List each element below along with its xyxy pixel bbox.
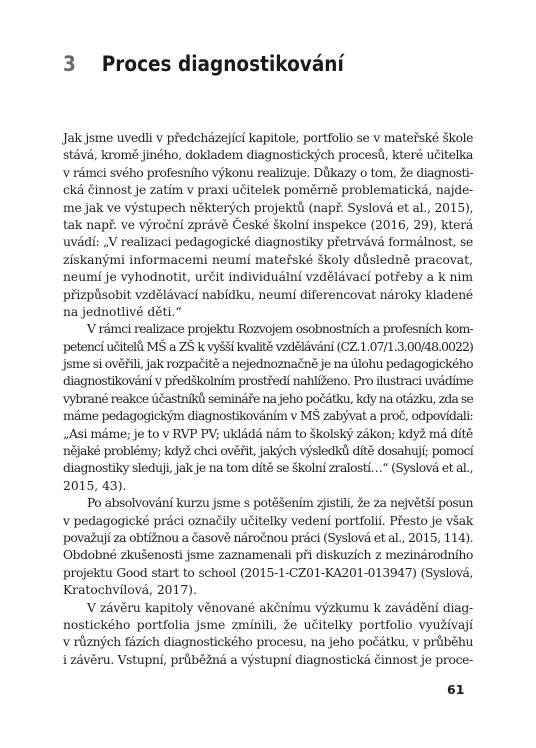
text-line: neumí je vyhodnotit, určit individuální vzdělávací potřeby a k nim (63, 270, 473, 285)
text-line: přizpůsobit vzdělávací nabídku, neumí diferencovat nároky kladené (63, 287, 473, 302)
text-line: v rámci svého profesního výkonu realizuje. Důkazy o tom, že diagnosti- (63, 165, 473, 180)
text-line: me jak ve výstupech některých projektů (např. Syslová et al., 2015), (63, 200, 474, 215)
text-line: na jednotlivé děti.“ (63, 304, 182, 319)
body-text (63, 130, 473, 669)
paragraph-4 (63, 600, 473, 670)
chapter-number: 3 (63, 52, 76, 76)
text-line: „Asi máme; je to v RVP PV; ukládá nám to školský zákon; když má dítě (63, 426, 473, 441)
text-line: v pedagogické práci označily učitelky vedení portfolií. Přesto je však (63, 513, 473, 528)
text-line: jsme si ověřili, jak rozpačitě a nejednoznačně je na úlohu pedagogického (63, 357, 474, 372)
paragraph-3 (63, 495, 473, 599)
paragraph-1 (63, 130, 473, 321)
text-line: V závěru kapitoly věnované akčnímu výzkumu k zavádění diag- (87, 600, 473, 615)
text-line: stává, kromě jiného, dokladem diagnostických procesů, které učitelka (63, 148, 473, 163)
text-line: projektu Good start to school (2015-1-CZ01-KA201-013947) (Syslová, (63, 565, 473, 580)
text-line: petencí učitelů MŠ a ZŠ k vyšší kvalitě vzdělávání (CZ.1.07/1.3.00/48.0022) (63, 339, 473, 354)
text-line: vybrané reakce účastníků semináře na jeho počátku, kdy na otázku, zda se (63, 391, 473, 406)
chapter-heading (63, 52, 344, 76)
text-line: uvádí: „V realizaci pedagogické diagnostiky přetrvává formálnost, se (63, 235, 473, 250)
text-line: diagnostiky sleduji, jak je na tom dítě se školní zralostí…“ (Syslová et al., (63, 461, 473, 476)
text-line: považují za obtížnou a časově náročnou práci (Syslová et al., 2015, 114). (63, 530, 473, 545)
paragraph-2 (63, 321, 473, 495)
text-line: nějaké problémy; když chci ověřit, jakých výsledků dítě dosahují; pomocí (63, 444, 473, 459)
chapter-title: Proces diagnostikování (101, 52, 344, 76)
page-number: 61 (447, 682, 465, 697)
text-line: Obdobné zkušenosti jsme zaznamenali při diskuzích z mezinárodního (63, 548, 473, 563)
text-line: tak např. ve výroční zprávě České školní inspekce (2016, 29), která (63, 217, 473, 232)
text-line: 2015, 43). (63, 478, 127, 493)
text-line: diagnostikování v předškolním prostředí nahlíženo. Pro ilustraci uvádíme (63, 374, 473, 389)
text-line: nostického portfolia jsme zmínili, že učitelky portfolio využívají (63, 617, 473, 632)
text-line: Jak jsme uvedli v předcházející kapitole, portfolio se v mateřské škole (63, 131, 473, 145)
text-line: v různých fázích diagnostického procesu, na jeho počátku, v průběhu (63, 635, 473, 650)
text-line: Po absolvování kurzu jsme s potěšením zjistili, že za největší posun (87, 496, 473, 511)
text-line: Kratochvílová, 2017). (63, 583, 197, 598)
text-line: i závěru. Vstupní, průběžná a výstupní diagnostická činnost je proce- (63, 652, 473, 667)
text-line: V rámci realizace projektu Rozvojem osobnostních a profesních kom- (87, 322, 473, 337)
text-line: získanými informacemi neumí mateřské školy důsledně pracovat, (63, 252, 473, 267)
text-line: cká činnost je zatím v praxi učitelek poměrně problematická, najde- (63, 183, 474, 198)
text-line: máme pedagogickým diagnostikováním v MŠ zabývat a proč, odpovídali: (63, 409, 473, 424)
